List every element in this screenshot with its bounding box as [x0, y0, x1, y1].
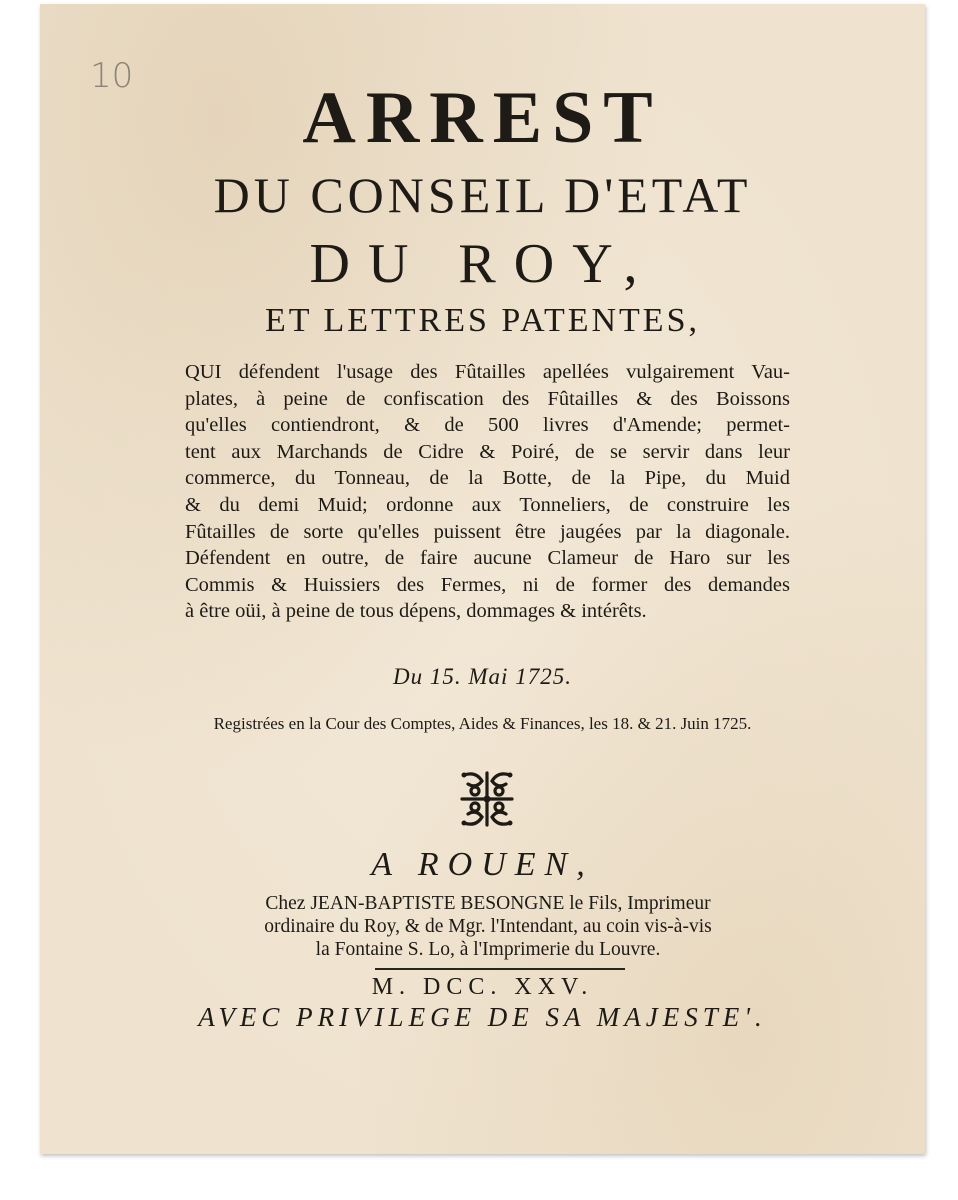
printer-line: la Fontaine S. Lo, à l'Imprimerie du Louvre. [315, 939, 661, 960]
summary-line: commerce, du Tonneau, de la Botte, de la Pipe, du Muid [185, 467, 790, 490]
title-arrest: ARREST [302, 77, 663, 159]
document-page [40, 4, 925, 1154]
title-lettres-patentes: ET LETTRES PATENTES, [265, 302, 700, 339]
summary-paragraph [185, 359, 790, 625]
imprint-year: M. DCC. XXV. [371, 974, 594, 1000]
summary-line: tent aux Marchands de Cidre & Poiré, de se servir dans leur [185, 440, 790, 463]
title-roy: DU ROY, [309, 233, 656, 295]
summary-line: plates, à peine de confiscation des Fûtailles & des Boissons [185, 387, 790, 410]
printer-line: ordinaire du Roy, & de Mgr. l'Intendant, au coin vis-à-vis [264, 916, 712, 937]
fleuron-ornament-icon [458, 769, 516, 829]
summary-line: qu'elles contiendront, & de 500 livres d'Amende; permet- [185, 414, 790, 437]
summary-line: & du demi Muid; ordonne aux Tonneliers, de construire les [185, 493, 790, 516]
printer-line: Chez JEAN-BAPTISTE BESONGNE le Fils, Imprimeur [265, 893, 711, 914]
privilege-line: AVEC PRIVILEGE DE SA MAJESTE'. [198, 1002, 767, 1032]
summary-line: Fûtailles de sorte qu'elles puissent être jaugées par la diagonale. [185, 520, 790, 543]
title-conseil: DU CONSEIL D'ETAT [213, 167, 752, 223]
registration-note: Registrées en la Cour des Comptes, Aides & Finances, les 18. & 21. Juin 1725. [213, 714, 752, 733]
page-number: 10 [90, 56, 134, 96]
printer-block [188, 892, 788, 961]
summary-line: Défendent en outre, de faire aucune Clameur de Haro sur les [185, 547, 790, 570]
summary-line: Commis & Huissiers des Fermes, ni de former des demandes [185, 573, 790, 596]
decree-date: Du 15. Mai 1725. [393, 664, 572, 689]
imprint-place: A ROUEN, [371, 846, 594, 883]
divider-rule [375, 968, 625, 970]
summary-line: à être oüi, à peine de tous dépens, dommages & intérêts. [185, 600, 647, 623]
summary-line: QUI défendent l'usage des Fûtailles apellées vulgairement Vau- [185, 361, 790, 383]
